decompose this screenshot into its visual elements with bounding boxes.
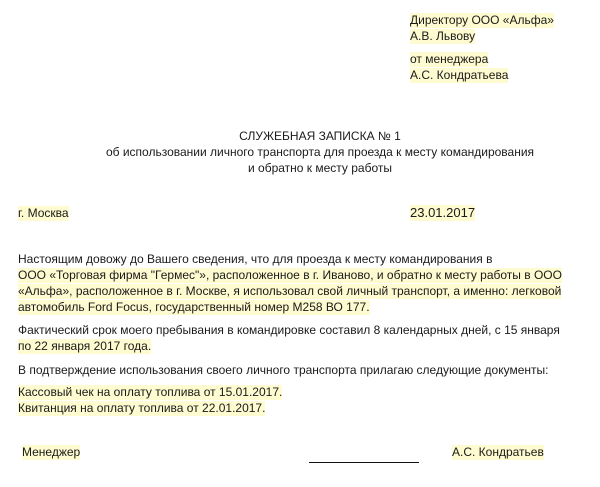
document-title: СЛУЖЕБНАЯ ЗАПИСКА № 1 [239, 129, 401, 143]
paragraph-2-line-1: Фактический срок моего пребывания в командировке составил 8 календарных дней, с 15 января [18, 323, 560, 337]
paragraph-1-line-3: «Альфа», расположенное в г. Москве, я использовал свой личный транспорт, а именно: легковой [18, 284, 562, 298]
paragraph-2-line-2: по 22 января 2017 года. [18, 339, 152, 353]
signature-line [309, 462, 419, 463]
paragraph-3: В подтверждение использования своего личного транспорта прилагаю следующие документы: [18, 363, 549, 377]
city: г. Москва [18, 206, 69, 220]
attachment-item: Кассовый чек на оплату топлива от 15.01.2017. [18, 385, 283, 399]
sender-line-1: от менеджера [410, 52, 489, 66]
signature-name: А.С. Кондратьев [452, 445, 544, 459]
document-subtitle-line-2: и обратно к месту работы [247, 161, 393, 175]
paragraph-1-line-4: автомобиль Ford Focus, государственный номер М258 ВО 177. [18, 300, 370, 314]
document-subtitle-line-1: об использовании личного транспорта для проезда к месту командирования [105, 145, 535, 159]
document-date: 23.01.2017 [410, 205, 476, 220]
addressee-line-2: А.В. Львову [410, 29, 476, 43]
attachment-item: Квитанция на оплату топлива от 22.01.2017. [18, 401, 266, 415]
addressee-line-1: Директору ООО «Альфа» [410, 13, 554, 27]
paragraph-1-line-1: Настоящим довожу до Вашего сведения, что для проезда к месту командирования в [18, 252, 493, 266]
signature-position: Менеджер [22, 445, 81, 459]
paragraph-1-line-2: ООО «Торговая фирма "Гермес"», расположенное в г. Иваново, и обратно к месту работы в ООО [18, 268, 562, 282]
sender-line-2: А.С. Кондратьева [410, 68, 509, 82]
